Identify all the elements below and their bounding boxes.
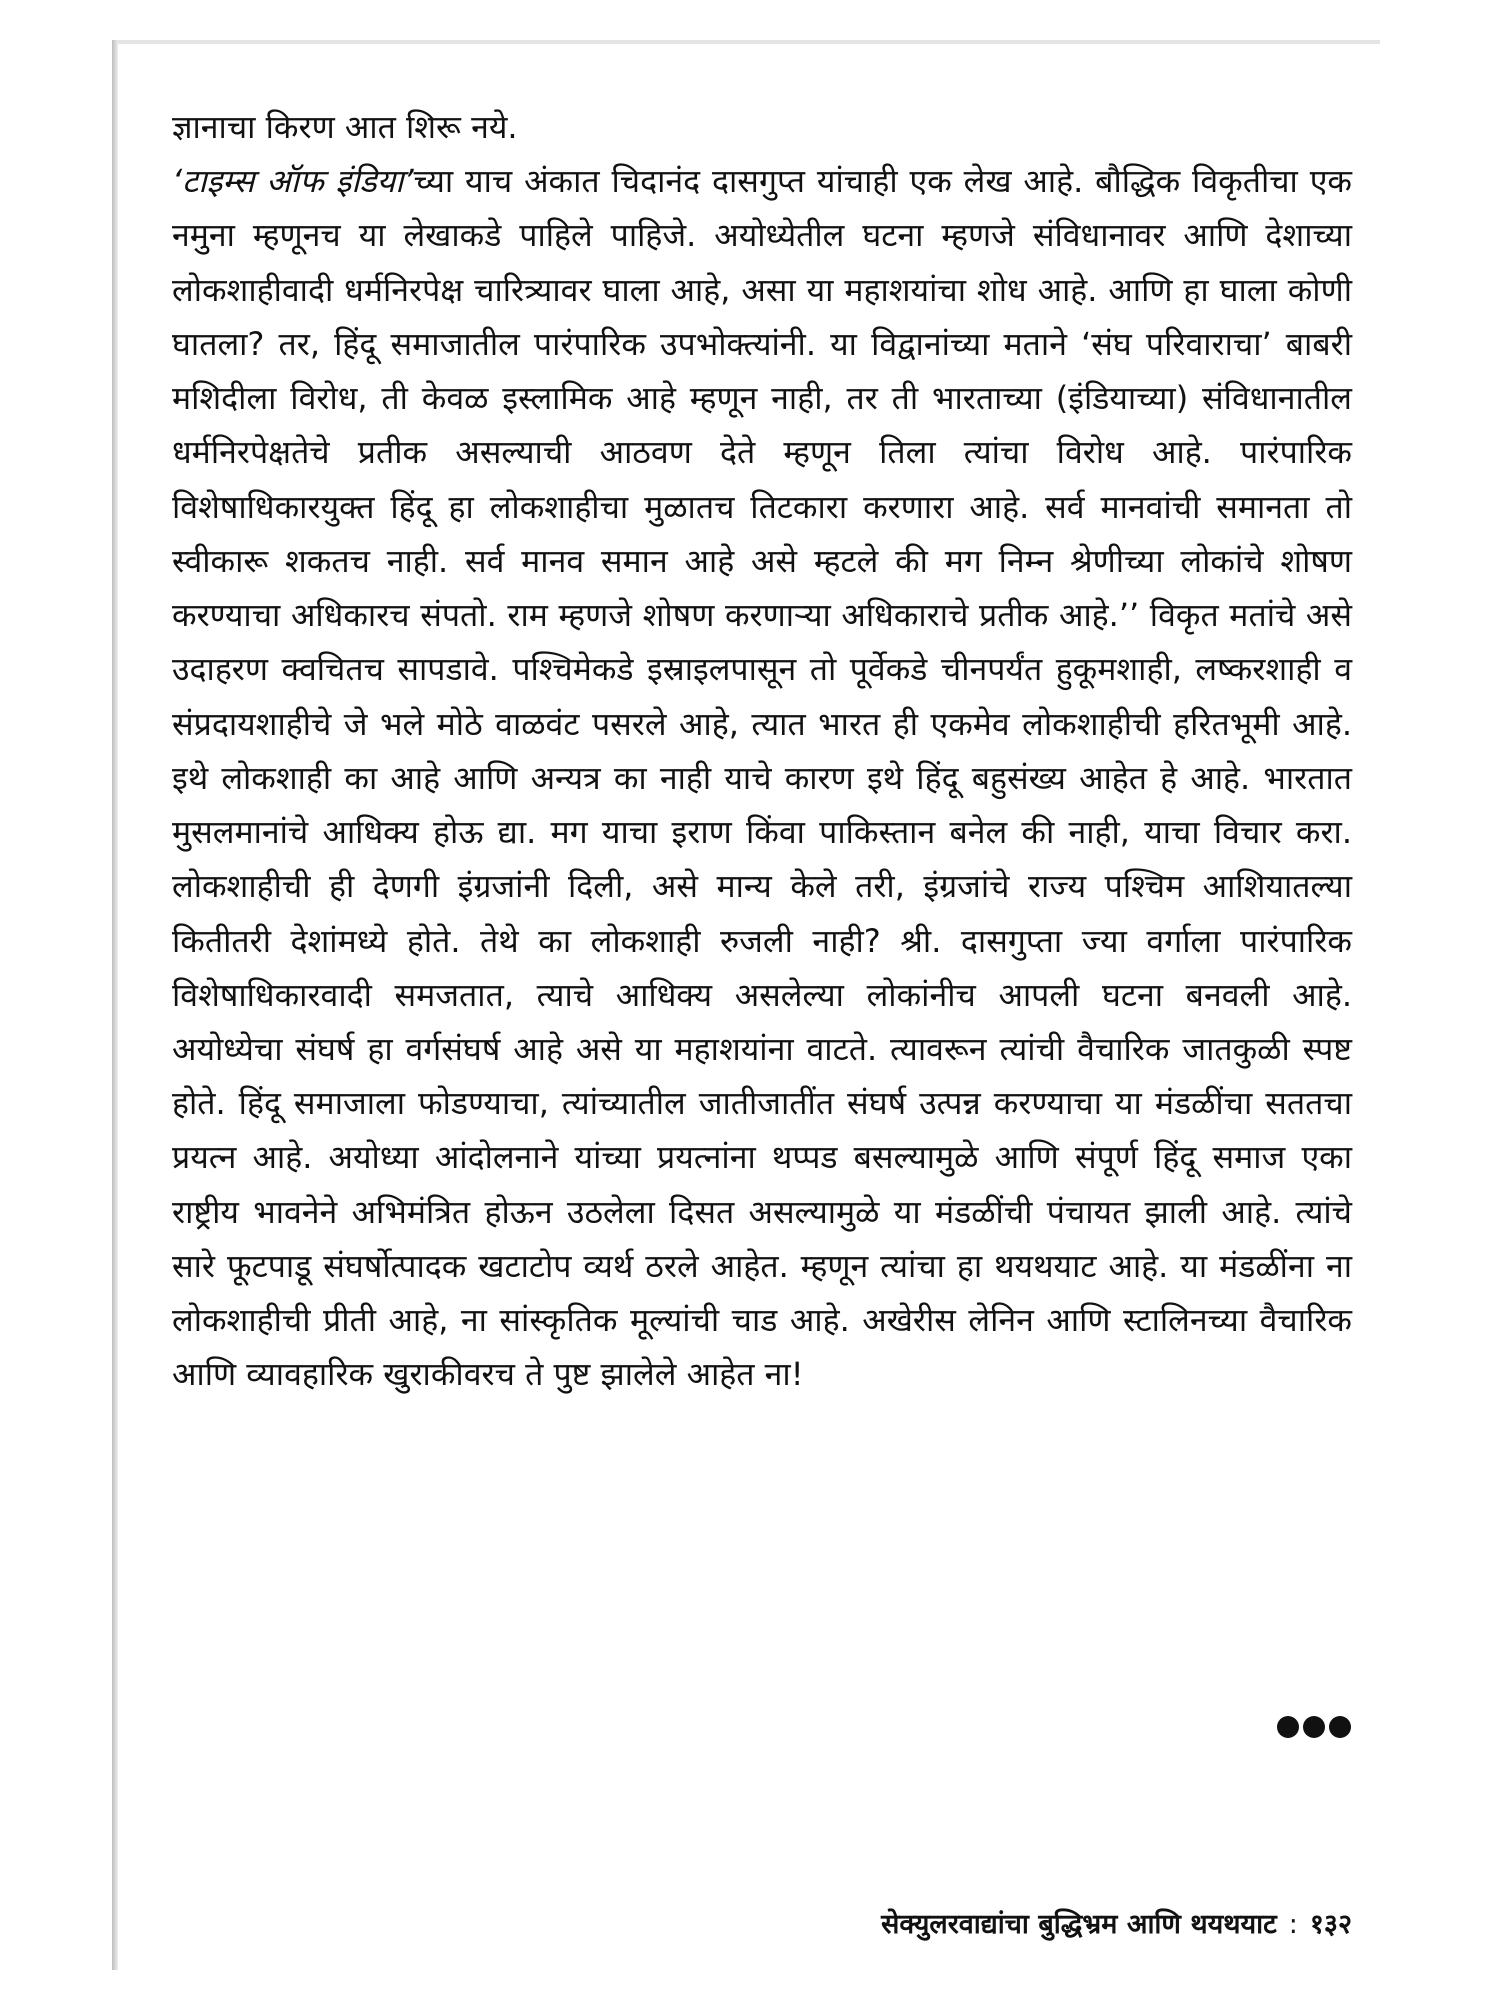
end-dot: [1277, 1716, 1299, 1738]
newspaper-title: ‘टाइम्स ऑफ इंडिया’: [172, 162, 414, 201]
paragraph-main: [172, 154, 1352, 1401]
end-dot: [1329, 1716, 1351, 1738]
page-footer: [881, 1904, 1352, 1941]
scan-top-edge: [118, 40, 1380, 44]
scan-binding-shadow: [112, 40, 118, 1970]
end-dot: [1303, 1716, 1325, 1738]
footer-separator: :: [1288, 1909, 1298, 1940]
paragraph-main-text: च्या याच अंकात चिदानंद दासगुप्त यांचाही एक लेख आहे. बौद्धिक विकृतीचा एक नमुना म्हणूनच या लेखाकडे पाहिले पाहिजे. अयोध्येतील घटना म्हणजे संविधानावर आणि देशाच्या लोकशाहीवादी धर्मनिरपेक्ष चारित्र्यावर घाला आहे, असा या महाशयांचा शोध आहे. आणि हा घाला कोणी घातला? तर, हिंदू समाजातील पारंपारिक उपभोक्त्यांनी. या विद्वानांच्या मताने ‘संघ परिवाराचा’ बाबरी मशिदीला विरोध, ती केवळ इस्लामिक आहे म्हणून नाही, तर ती भारताच्या (इंडियाच्या) संविधानातील धर्मनिरपेक्षतेचे प्रतीक असल्याची आठवण देते म्हणून तिला त्यांचा विरोध आहे. पारंपारिक विशेषाधिकारयुक्त हिंदू हा लोकशाहीचा मुळातच तिटकारा करणारा आहे. सर्व मानवांची समानता तो स्वीकारू शकतच नाही. सर्व मानव समान आहे असे म्हटले की मग निम्न श्रेणीच्या लोकांचे शोषण करण्याचा अधिकारच संपतो. राम म्हणजे शोषण करणाऱ्या अधिकाराचे प्रतीक आहे.’’ विकृत मतांचे असे उदाहरण क्वचितच सापडावे. पश्चिमेकडे इस्राइलपासून तो पूर्वेकडे चीनपर्यंत हुकूमशाही, लष्करशाही व संप्रदायशाहीचे जे भले मोठे वाळवंट पसरले आहे, त्यात भारत ही एकमेव लोकशाहीची हरितभूमी आहे. इथे लोकशाही का आहे आणि अन्यत्र का नाही याचे कारण इथे हिंदू बहुसंख्य आहेत हे आहे. भारतात मुसलमानांचे आधिक्य होऊ द्या. मग याचा इराण किंवा पाकिस्तान बनेल की नाही, याचा विचार करा. लोकशाहीची ही देणगी इंग्रजांनी दिली, असे मान्य केले तरी, इंग्रजांचे राज्य पश्चिम आशियातल्या कितीतरी देशांमध्ये होते. तेथे का लोकशाही रुजली नाही? श्री. दासगुप्ता ज्या वर्गाला पारंपारिक विशेषाधिकारवादी समजतात, त्याचे आधिक्य असलेल्या लोकांनीच आपली घटना बनवली आहे. अयोध्येचा संघर्ष हा वर्गसंघर्ष आहे असे या महाशयांना वाटते. त्यावरून त्यांची वैचारिक जातकुळी स्पष्ट होते. हिंदू समाजाला फोडण्याचा, त्यांच्यातील जातीजातींत संघर्ष उत्पन्न करण्याचा या मंडळींचा सततचा प्रयत्न आहे. अयोध्या आंदोलनाने यांच्या प्रयत्नांना थप्पड बसल्यामुळे आणि संपूर्ण हिंदू समाज एका राष्ट्रीय भावनेने अभिमंत्रित होऊन उठलेला दिसत असल्यामुळे या मंडळींची पंचायत झाली आहे. त्यांचे सारे फूटपाडू संघर्षोत्पादक खटाटोप व्यर्थ ठरले आहेत. म्हणून त्यांचा हा थयथयाट आहे. या मंडळींना ना लोकशाहीची प्रीती आहे, ना सांस्कृतिक मूल्यांची चाड आहे. अखेरीस लेनिन आणि स्टालिनच्या वैचारिक आणि व्यावहारिक खुराकीवरच ते पुष्ट झालेले आहेत ना!: [172, 162, 1352, 1394]
paragraph-continuation: ज्ञानाचा किरण आत शिरू नये.: [172, 108, 518, 146]
body-text: [172, 100, 1352, 1402]
page-number: १३२: [1309, 1909, 1352, 1940]
section-end-marker: [1277, 1716, 1351, 1738]
footer-book-title: सेक्युलरवाद्यांचा बुद्धिभ्रम आणि थयथयाट: [881, 1909, 1277, 1940]
